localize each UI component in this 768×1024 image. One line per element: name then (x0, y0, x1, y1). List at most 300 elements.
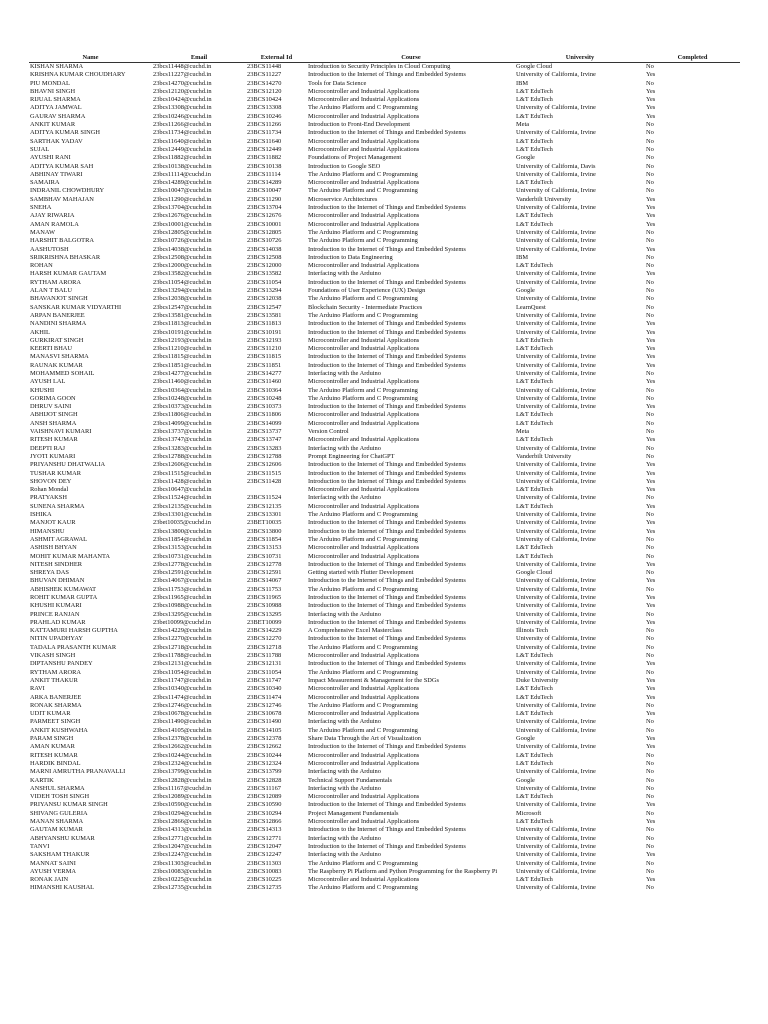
email-cell: 23bcs11524@cuchd.in (153, 494, 212, 502)
university-cell: L&T EduTech (516, 378, 553, 386)
completed-cell: Yes (646, 87, 656, 95)
university-cell: University of California, Irvine (516, 394, 596, 402)
table-row (29, 304, 740, 312)
university-cell: Meta (516, 428, 530, 436)
table-row (29, 312, 740, 320)
course-cell: The Arduino Platform and C Programming (308, 535, 418, 543)
table-row (29, 660, 740, 668)
name-cell: HIMANSHI KAUSHAL (30, 884, 95, 892)
table-row (29, 370, 740, 378)
table-row (29, 146, 740, 154)
university-cell: University of California, Irvine (516, 386, 596, 394)
course-cell: Introduction to the Internet of Things and Embedded Systems (308, 204, 466, 212)
table-row (29, 171, 740, 179)
university-cell: University of California, Irvine (516, 129, 596, 137)
course-cell: Microcontroller and Industrial Applications (308, 220, 420, 228)
name-cell: KISHAN SHARMA (30, 63, 84, 70)
university-cell: University of California, Irvine (516, 660, 596, 668)
completed-cell: No (646, 759, 654, 767)
table-row (29, 519, 740, 527)
course-cell: Interfacing with the Arduino (308, 369, 381, 377)
name-cell: RITESH KUMAR (30, 751, 78, 759)
email-cell: 23bcs13295@cuchd.in (153, 610, 212, 618)
university-cell: Google (516, 287, 535, 295)
course-cell: Microcontroller and Industrial Applications (308, 652, 420, 660)
course-cell: Share Data Through the Art of Visualization (308, 735, 421, 743)
course-cell: Microcontroller and Industrial Applications (308, 685, 420, 693)
university-cell: Google (516, 776, 535, 784)
external-id-cell: 23BCS11428 (247, 477, 282, 485)
table-row (29, 876, 740, 884)
external-id-cell: 23BCS12788 (247, 452, 282, 460)
header-university: University (515, 54, 645, 63)
name-cell: AASHUTOSH (30, 245, 69, 253)
name-cell: NITESH SINDHER (30, 560, 83, 568)
external-id-cell: 23BCS11734 (247, 129, 282, 137)
university-cell: L&T EduTech (516, 793, 553, 801)
email-cell: 23bcs11813@cuchd.in (153, 320, 212, 328)
external-id-cell: 23BCS12606 (247, 461, 282, 469)
table-row (29, 569, 740, 577)
table-row (29, 295, 740, 303)
completed-cell: Yes (646, 519, 656, 527)
external-id-cell: 23BCS11851 (247, 361, 282, 369)
name-cell: KRISHNA KUMAR CHOUDHARY (30, 71, 126, 79)
university-cell: L&T EduTech (516, 652, 553, 660)
completed-cell: Yes (646, 361, 656, 369)
course-cell: Microcontroller and Industrial Applications (308, 544, 420, 552)
name-cell: VAISHNAVI KUMARI (30, 428, 92, 436)
name-cell: SHREYA DAS (30, 569, 69, 577)
completed-cell: No (646, 179, 654, 187)
completed-cell: Yes (646, 112, 656, 120)
course-cell: Introduction to the Internet of Things and Embedded Systems (308, 129, 466, 137)
university-cell: Google (516, 735, 535, 743)
completed-cell: Yes (646, 735, 656, 743)
email-cell: 23bcs12270@cuchd.in (153, 635, 212, 643)
course-cell: Microservice Architectures (308, 195, 378, 203)
course-cell: The Arduino Platform and C Programming (308, 701, 418, 709)
email-cell: 23bet10099@cuchd.in (153, 618, 211, 626)
completed-cell: Yes (646, 270, 656, 278)
university-cell: L&T EduTech (516, 693, 553, 701)
completed-cell: No (646, 635, 654, 643)
name-cell: HARDIK BINDAL (30, 759, 81, 767)
name-cell: HIMANSHU (30, 527, 65, 535)
university-cell: L&T EduTech (516, 179, 553, 187)
table-row (29, 478, 740, 486)
table-row (29, 851, 740, 859)
table-row (29, 104, 740, 112)
name-cell: MANNAT SAINI (30, 859, 76, 867)
university-cell: University of California, Irvine (516, 594, 596, 601)
table-row (29, 246, 740, 254)
university-cell: University of California, Irvine (516, 328, 596, 336)
external-id-cell: 23BCS12828 (247, 776, 282, 784)
university-cell: University of California, Irvine (516, 71, 596, 79)
course-cell: Introduction to the Internet of Things and Embedded Systems (308, 618, 466, 626)
name-cell: RAUNAK KUMAR (30, 361, 83, 369)
completed-cell: No (646, 610, 654, 618)
external-id-cell: 23BCS11806 (247, 411, 282, 419)
external-id-cell: 23BCS14277 (247, 369, 282, 377)
table-row (29, 702, 740, 710)
table-row (29, 860, 740, 868)
email-cell: 23bcs10678@cuchd.in (153, 710, 212, 718)
name-cell: Rohan Mondal (30, 486, 69, 494)
name-cell: KHUSHI (30, 386, 55, 394)
completed-cell: Yes (646, 502, 656, 510)
name-cell: KARTIK (30, 776, 54, 784)
email-cell: 23bcs11815@cuchd.in (153, 353, 212, 361)
email-cell: 23bcs12047@cuchd.in (153, 842, 212, 850)
table-row (29, 71, 740, 79)
external-id-cell: 23BCS11788 (247, 652, 282, 660)
university-cell: University of California, Irvine (516, 668, 596, 676)
table-row (29, 577, 740, 585)
table-row (29, 561, 740, 569)
university-cell: University of California, Irvine (516, 826, 596, 834)
email-cell: 23bcs13301@cuchd.in (153, 511, 212, 519)
course-cell: Introduction to the Internet of Things and Embedded Systems (308, 743, 466, 751)
university-cell: University of California, Irvine (516, 867, 596, 875)
email-cell: 23bcs12788@cuchd.in (153, 452, 212, 460)
name-cell: PIU MONDAL (30, 79, 70, 87)
table-row (29, 329, 740, 337)
external-id-cell: 23BCS12131 (247, 660, 282, 668)
name-cell: SAKSHAM THAKUR (30, 851, 90, 859)
university-cell: University of California, Irvine (516, 353, 596, 361)
course-cell: Introduction to the Internet of Things and Embedded Systems (308, 842, 466, 850)
university-cell: IBM (516, 79, 529, 87)
external-id-cell: 23BCS12135 (247, 502, 282, 510)
table-row (29, 685, 740, 693)
course-cell: The Arduino Platform and C Programming (308, 394, 418, 402)
email-cell: 23bcs11167@cuchd.in (153, 784, 212, 792)
name-cell: RYTHAM ARORA (30, 278, 81, 286)
name-cell: RYTHAM ARORA (30, 668, 81, 676)
table-row (29, 544, 740, 552)
email-cell: 23bcs12771@cuchd.in (153, 834, 212, 842)
course-cell: The Arduino Platform and C Programming (308, 170, 418, 178)
course-cell: Introduction to the Internet of Things and Embedded Systems (308, 320, 466, 328)
completed-cell: No (646, 652, 654, 660)
course-cell: Introduction to the Internet of Things and Embedded Systems (308, 361, 466, 369)
external-id-cell: 23BCS12508 (247, 253, 282, 261)
table-row (29, 279, 740, 287)
name-cell: TADALA PRASANTH KUMAR (30, 643, 117, 651)
external-id-cell: 23BCS12591 (247, 569, 282, 577)
table-row (29, 644, 740, 652)
course-cell: Microcontroller and Industrial Applications (308, 502, 420, 510)
email-cell: 23bcs12547@cuchd.in (153, 303, 212, 311)
completed-cell: No (646, 444, 654, 452)
course-cell: Microcontroller and Industrial Applications (308, 552, 420, 560)
completed-cell: Yes (646, 71, 656, 79)
external-id-cell: 23BCS13283 (247, 444, 282, 452)
course-cell: Introduction to the Internet of Things and Embedded Systems (308, 477, 466, 485)
external-id-cell: 23BCS10138 (247, 162, 282, 170)
university-cell: L&T EduTech (516, 685, 553, 693)
email-cell: 23bcs14277@cuchd.in (153, 369, 212, 377)
email-cell: 23bcs11290@cuchd.in (153, 195, 212, 203)
external-id-cell: 23BCS13153 (247, 544, 282, 552)
course-cell: Interfacing with the Arduino (308, 784, 381, 792)
name-cell: TUSHAR KUMAR (30, 469, 81, 477)
course-cell: The Arduino Platform and C Programming (308, 295, 418, 303)
name-cell: AMAN RAMOLA (30, 220, 79, 228)
university-cell: L&T EduTech (516, 486, 553, 494)
course-cell: Introduction to Security Principles in Cloud Computing (308, 63, 451, 70)
completed-cell: No (646, 776, 654, 784)
course-cell: Introduction to the Internet of Things and Embedded Systems (308, 577, 466, 585)
external-id-cell: 23BCS12662 (247, 743, 282, 751)
external-id-cell: 23BCS12866 (247, 818, 282, 826)
university-cell: L&T EduTech (516, 552, 553, 560)
email-cell: 23bcs13737@cuchd.in (153, 428, 212, 436)
external-id-cell: 23BCS11854 (247, 535, 282, 543)
course-cell: Microcontroller and Industrial Applications (308, 345, 420, 353)
name-cell: ANKIT THAKUR (30, 676, 78, 684)
external-id-cell: 23BCS11460 (247, 378, 282, 386)
completed-cell: No (646, 311, 654, 319)
email-cell: 23bcs13283@cuchd.in (153, 444, 212, 452)
university-cell: L&T EduTech (516, 220, 553, 228)
completed-cell: No (646, 228, 654, 236)
university-cell: University of California, Irvine (516, 842, 596, 850)
table-row (29, 453, 740, 461)
email-cell: 23bcs11474@cuchd.in (153, 693, 212, 701)
table-row (29, 677, 740, 685)
university-cell: LearnQuest (516, 303, 546, 311)
table-row (29, 411, 740, 419)
course-cell: The Arduino Platform and C Programming (308, 643, 418, 651)
university-cell: L&T EduTech (516, 145, 553, 153)
table-row (29, 536, 740, 544)
name-cell: ANKIT KUMAR (30, 121, 76, 129)
course-cell: Interfacing with the Arduino (308, 444, 381, 452)
name-cell: ADITYA KUMAR SINGH (30, 129, 100, 137)
university-cell: University of California, Irvine (516, 726, 596, 734)
name-cell: ABHISHEK KUMAWAT (30, 585, 97, 593)
completed-cell: Yes (646, 403, 656, 411)
table-row (29, 395, 740, 403)
name-cell: SHIVANG GULERIA (30, 809, 88, 817)
course-cell: Introduction to the Internet of Things and Embedded Systems (308, 71, 466, 79)
external-id-cell: 23BCS10726 (247, 237, 282, 245)
course-cell: Microcontroller and Industrial Applications (308, 876, 420, 884)
university-cell: Google Cloud (516, 569, 553, 577)
completed-cell: No (646, 394, 654, 402)
external-id-cell: 23BCS11303 (247, 859, 282, 867)
email-cell: 23bcs13308@cuchd.in (153, 104, 212, 112)
completed-cell: No (646, 826, 654, 834)
completed-cell: No (646, 544, 654, 552)
name-cell: SNEHA (30, 204, 52, 212)
university-cell: University of California, Irvine (516, 311, 596, 319)
email-cell: 23bcs12000@cuchd.in (153, 262, 212, 270)
completed-cell: Yes (646, 461, 656, 469)
completed-cell: No (646, 834, 654, 842)
table-row (29, 353, 740, 361)
table-row (29, 694, 740, 702)
table-row (29, 777, 740, 785)
completed-cell: Yes (646, 676, 656, 684)
name-cell: SRIKRISHNA BHASKAR (30, 253, 101, 261)
email-cell: 23bcs11747@cuchd.in (153, 676, 212, 684)
table-row (29, 113, 740, 121)
course-cell: The Arduino Platform and C Programming (308, 884, 418, 892)
table-row (29, 743, 740, 751)
completed-cell: No (646, 552, 654, 560)
email-cell: 23bcs14270@cuchd.in (153, 79, 212, 87)
external-id-cell: 23BCS12000 (247, 262, 282, 270)
external-id-cell: 23BCS12805 (247, 228, 282, 236)
completed-cell: Yes (646, 204, 656, 212)
table-row (29, 204, 740, 212)
university-cell: University of California, Irvine (516, 369, 596, 377)
external-id-cell: 23BCS13301 (247, 511, 282, 519)
table-row (29, 818, 740, 826)
name-cell: MOHAMMED SOHAIL (30, 369, 95, 377)
completed-cell: No (646, 585, 654, 593)
completed-cell: No (646, 121, 654, 129)
table-row (29, 270, 740, 278)
university-cell: University of California, Irvine (516, 461, 596, 469)
course-cell: Introduction to the Internet of Things and Embedded Systems (308, 660, 466, 668)
completed-cell: No (646, 842, 654, 850)
university-cell: L&T EduTech (516, 759, 553, 767)
name-cell: ARPAN BANERJEE (30, 311, 85, 319)
external-id-cell: 23BCS14313 (247, 826, 282, 834)
email-cell: 23bcs13153@cuchd.in (153, 544, 212, 552)
university-cell: University of California, Irvine (516, 278, 596, 286)
university-cell: L&T EduTech (516, 818, 553, 826)
name-cell: KHUSHI KUMARI (30, 602, 82, 610)
completed-cell: Yes (646, 195, 656, 203)
name-cell: HARSHIT BALGOTRA (30, 237, 94, 245)
external-id-cell: 23BCS13308 (247, 104, 282, 112)
email-cell: 23bcs12135@cuchd.in (153, 502, 212, 510)
course-cell: Introduction to the Internet of Things and Embedded Systems (308, 826, 466, 834)
name-cell: RIJUAL SHARMA (30, 96, 81, 104)
table-row (29, 710, 740, 718)
completed-cell: No (646, 751, 654, 759)
external-id-cell (246, 486, 307, 494)
email-cell: 23bcs10590@cuchd.in (153, 801, 212, 809)
name-cell: TANVI (30, 842, 50, 850)
email-cell: 23bcs11460@cuchd.in (153, 378, 212, 386)
completed-cell: No (646, 187, 654, 195)
table-row (29, 586, 740, 594)
email-cell: 23bcs13747@cuchd.in (153, 436, 212, 444)
course-cell: Introduction to the Internet of Things and Embedded Systems (308, 594, 466, 601)
email-cell: 23bcs12662@cuchd.in (153, 743, 212, 751)
external-id-cell: 23BCS12676 (247, 212, 282, 220)
email-cell: 23bcs10225@cuchd.in (153, 876, 212, 884)
external-id-cell: 23BCS12047 (247, 842, 282, 850)
course-cell: Introduction to Data Engineering (308, 253, 393, 261)
table-row (29, 345, 740, 353)
table-header (29, 54, 740, 63)
completed-cell: No (646, 784, 654, 792)
completed-cell: Yes (646, 527, 656, 535)
table-row (29, 826, 740, 834)
external-id-cell: 23BCS11290 (247, 195, 282, 203)
university-cell: University of California, Irvine (516, 237, 596, 245)
external-id-cell: 23BCS10246 (247, 112, 282, 120)
university-cell: Microsoft (516, 809, 542, 817)
email-cell: 23bcs11851@cuchd.in (153, 361, 212, 369)
external-id-cell: 23BCS12449 (247, 145, 282, 153)
university-cell: Google Cloud (516, 63, 553, 70)
table-row (29, 652, 740, 660)
name-cell: RONAK JAIN (30, 876, 69, 884)
course-cell: The Arduino Platform and C Programming (308, 386, 418, 394)
course-cell: Technical Support Fundamentals (308, 776, 393, 784)
table-row (29, 669, 740, 677)
table-row (29, 801, 740, 809)
external-id-cell: 23BCS12735 (247, 884, 282, 892)
university-cell: University of California, Irvine (516, 635, 596, 643)
email-cell: 23bcs12449@cuchd.in (153, 145, 212, 153)
external-id-cell: 23BCS10001 (247, 220, 282, 228)
table-row (29, 254, 740, 262)
external-id-cell: 23BCS10244 (247, 751, 282, 759)
university-cell: University of California, Irvine (516, 784, 596, 792)
name-cell: SANSKAR KUMAR VIDYARTHI (30, 303, 122, 311)
email-cell: 23bcs11428@cuchd.in (153, 477, 212, 485)
university-cell: L&T EduTech (516, 87, 553, 95)
course-cell: Introduction to the Internet of Things and Embedded Systems (308, 353, 466, 361)
email-cell: 23bcs11490@cuchd.in (153, 718, 212, 726)
email-cell: 23bcs11210@cuchd.in (153, 345, 212, 353)
external-id-cell: 23BCS11813 (247, 320, 282, 328)
table-row (29, 718, 740, 726)
name-cell: HARSH KUMAR GAUTAM (30, 270, 107, 278)
completed-cell: Yes (646, 220, 656, 228)
external-id-cell: 23BCS11054 (247, 668, 282, 676)
name-cell: SUJAL (30, 145, 50, 153)
external-id-cell: 23BCS10340 (247, 685, 282, 693)
course-cell: Microcontroller and Industrial Applications (308, 212, 420, 220)
email-cell: 23bcs10373@cuchd.in (153, 403, 212, 411)
completed-cell: No (646, 262, 654, 270)
external-id-cell: 23BCS10248 (247, 394, 282, 402)
university-cell: University of California, Irvine (516, 859, 596, 867)
email-cell: 23bcs10047@cuchd.in (153, 187, 212, 195)
name-cell: NANDINI SHARMA (30, 320, 87, 328)
university-cell: L&T EduTech (516, 419, 553, 427)
table-row (29, 768, 740, 776)
course-cell: Introduction to the Internet of Things and Embedded Systems (308, 403, 466, 411)
table-row (29, 611, 740, 619)
name-cell: GORIMA GOON (30, 394, 76, 402)
email-cell: 23bcs11965@cuchd.in (153, 594, 212, 601)
university-cell: L&T EduTech (516, 710, 553, 718)
course-cell: The Arduino Platform and C Programming (308, 668, 418, 676)
completed-cell: No (646, 793, 654, 801)
table-row (29, 627, 740, 635)
external-id-cell: 23BCS12547 (247, 303, 282, 311)
course-cell: Microcontroller and Industrial Applications (308, 411, 420, 419)
course-cell: The Arduino Platform and C Programming (308, 585, 418, 593)
completed-cell: No (646, 809, 654, 817)
external-id-cell: 23BCS12120 (247, 87, 282, 95)
email-cell: 23bcs12378@cuchd.in (153, 735, 212, 743)
course-cell: Microcontroller and Industrial Applications (308, 436, 420, 444)
email-cell: 23bcs12746@cuchd.in (153, 701, 212, 709)
